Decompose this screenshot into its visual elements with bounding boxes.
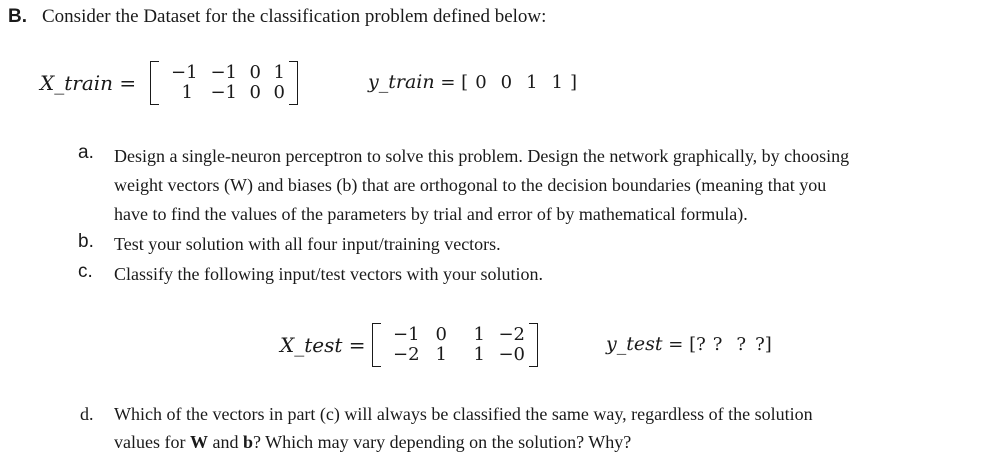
matrix-cell: 1: [273, 62, 285, 83]
item-a-letter: a.: [78, 142, 94, 163]
right-bracket-icon: [289, 61, 298, 105]
matrix-cell: −1: [171, 62, 198, 83]
item-c-letter: c.: [78, 261, 93, 282]
matrix-cell: 1: [435, 344, 447, 365]
matrix-cell: −0: [498, 344, 525, 365]
matrix-cell: −1: [210, 62, 237, 83]
item-a-line-3: have to find the values of the parameters by trial and error of by mathematical formula).: [114, 204, 748, 224]
x-train-cells: [159, 63, 289, 103]
matrix-cell: −2: [393, 344, 420, 365]
section-intro: Consider the Dataset for the classification problem defined below:: [42, 6, 547, 27]
item-b-text: Test your solution with all four input/training vectors.: [114, 234, 501, 254]
matrix-cell: −1: [393, 324, 420, 345]
matrix-cell: −1: [210, 82, 237, 103]
item-d-letter: d.: [80, 404, 94, 424]
left-bracket-icon: [150, 61, 159, 105]
y-test-vector: y_test = [? ? ? ?]: [606, 333, 772, 355]
item-a-line-1: Design a single-neuron perceptron to solve this problem. Design the network graphically, by choosing: [114, 146, 850, 166]
matrix-cell: 1: [473, 344, 485, 365]
matrix-cell: −2: [498, 324, 525, 345]
item-d-line-2: values for W and b? Which may vary depending on the solution? Why?: [114, 432, 632, 452]
section-letter: B.: [8, 6, 27, 27]
item-b-letter: b.: [78, 231, 94, 252]
x-test-label: X_test =: [280, 333, 366, 357]
item-d-line-1: Which of the vectors in part (c) will always be classified the same way, regardless of the solution: [114, 404, 813, 424]
matrix-cell: 0: [249, 62, 261, 83]
left-bracket-icon: [372, 323, 381, 367]
y-train-vector: y_train = [ 0 0 1 1 ]: [368, 71, 578, 93]
matrix-cell: 0: [273, 82, 285, 103]
matrix-cell: 0: [249, 82, 261, 103]
item-c-text: Classify the following input/test vectors with your solution.: [114, 264, 543, 284]
x-train-label: X_train =: [40, 71, 137, 95]
item-a-line-2: weight vectors (W) and biases (b) that are orthogonal to the decision boundaries (meaning that you: [114, 175, 827, 195]
x-train-matrix: [150, 60, 298, 106]
matrix-cell: 1: [181, 82, 193, 103]
right-bracket-icon: [529, 323, 538, 367]
matrix-cell: 1: [473, 324, 485, 345]
x-test-matrix: [372, 322, 538, 368]
x-test-cells: [381, 325, 529, 365]
matrix-cell: 0: [435, 324, 447, 345]
